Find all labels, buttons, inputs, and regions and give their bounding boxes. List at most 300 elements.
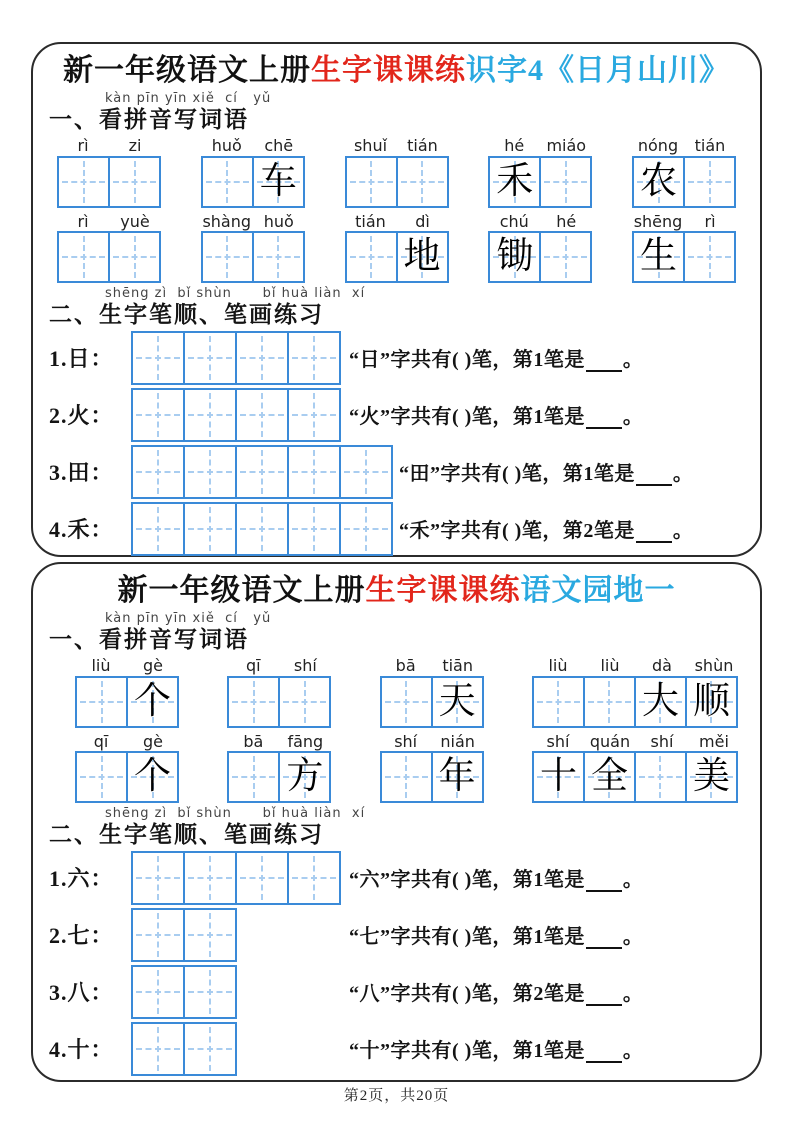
- word-grid: [201, 156, 305, 208]
- question-suffix: 。: [622, 926, 644, 949]
- pinyin-labels: [632, 212, 736, 231]
- written-character: [59, 233, 108, 281]
- word-grid: [488, 156, 592, 208]
- word-grid: [380, 676, 484, 728]
- written-character: [185, 447, 235, 497]
- word-group: [488, 136, 592, 207]
- written-character: [59, 158, 108, 206]
- word-grid-cell: [398, 233, 447, 281]
- pinyin-syllable: shí: [546, 731, 570, 751]
- practice-grid-cell: [237, 504, 289, 554]
- word-group: [201, 136, 305, 207]
- written-character: [77, 753, 126, 801]
- practice-question: [349, 863, 643, 892]
- word-group: [227, 732, 331, 803]
- written-character: 年: [438, 755, 476, 797]
- word-row: [47, 136, 746, 207]
- word-row: [47, 732, 746, 803]
- word-row: [47, 212, 746, 283]
- pinyin-syllable: tiān: [442, 656, 473, 676]
- pinyin-labels: [380, 732, 484, 751]
- practice-item-label: 3.八：: [49, 980, 114, 1006]
- pinyin-labels: [532, 732, 740, 751]
- word-grid-cell: [229, 678, 280, 726]
- word-grid-cell: [433, 753, 482, 801]
- word-row: [47, 656, 746, 727]
- word-grid-cell: [77, 753, 128, 801]
- written-character: [541, 233, 590, 281]
- written-character: 天: [438, 680, 476, 722]
- written-character: [133, 447, 183, 497]
- pinyin-syllable: shuǐ: [353, 136, 388, 156]
- practice-item-label: 4.禾：: [49, 517, 114, 543]
- title-part-red: 生字课课练: [311, 54, 466, 87]
- practice-grid-cell: [185, 447, 237, 497]
- pinyin-syllable: bā: [243, 731, 264, 751]
- written-character: 大: [641, 680, 679, 722]
- word-group: [201, 212, 305, 283]
- written-character: [229, 753, 278, 801]
- part1-heading: 一、看拼音写词语: [49, 626, 249, 652]
- practice-grid-cell: [289, 504, 341, 554]
- word-grid-cell: [490, 158, 541, 206]
- word-grid-cell: [636, 678, 687, 726]
- part2-heading: 二、生字笔顺、笔画练习: [49, 302, 324, 328]
- practice-grid-cell: [289, 390, 339, 440]
- written-character: 生: [640, 235, 677, 277]
- title-part-blue: 识字4《日月山川》: [466, 54, 730, 87]
- pinyin-labels: [201, 212, 305, 231]
- word-group: [532, 656, 740, 727]
- word-grid-cell: [254, 158, 303, 206]
- question-suffix: 。: [672, 463, 694, 486]
- part1-pinyin-caption: kàn pīn yīn xiě cí yǔ: [105, 90, 272, 106]
- pinyin-labels: [75, 732, 179, 751]
- written-character: [289, 333, 339, 383]
- question-text: “六”字共有( )笔，第1笔是: [349, 869, 585, 892]
- pinyin-syllable: shí: [394, 731, 418, 751]
- word-grid-cell: [433, 678, 482, 726]
- pinyin-syllable: yuè: [120, 211, 150, 231]
- pinyin-labels: [57, 212, 161, 231]
- answer-blank: [636, 467, 672, 486]
- pinyin-labels: [201, 136, 305, 155]
- written-character: [133, 504, 183, 554]
- word-grid: [380, 751, 484, 803]
- written-character: [280, 678, 329, 726]
- practice-grid: [131, 908, 237, 962]
- part2-pinyin-caption: shēng zì bǐ shùn bǐ huà liàn xí: [105, 805, 366, 821]
- question-text: “八”字共有( )笔，第2笔是: [349, 983, 585, 1006]
- practice-grid-cell: [185, 910, 235, 960]
- word-grid-cell: [110, 158, 159, 206]
- word-group: [227, 656, 331, 727]
- written-character: [77, 678, 126, 726]
- written-character: [237, 333, 287, 383]
- question-text: “禾”字共有( )笔，第2笔是: [399, 520, 635, 543]
- title-part-black: 新一年级语文上册: [117, 574, 366, 607]
- word-grid-cell: [490, 233, 541, 281]
- practice-question: [349, 920, 643, 949]
- practice-row: [49, 851, 746, 905]
- practice-grid: [131, 388, 341, 442]
- word-group: [632, 136, 736, 207]
- pinyin-syllable: nóng: [637, 136, 679, 156]
- word-grid-cell: [685, 158, 734, 206]
- practice-row: [49, 445, 746, 499]
- pinyin-syllable: liù: [91, 656, 111, 676]
- word-grid: [345, 231, 449, 283]
- written-character: 禾: [496, 160, 534, 202]
- question-text: “日”字共有( )笔，第1笔是: [349, 349, 585, 372]
- pinyin-syllable: tián: [407, 136, 438, 156]
- written-character: [534, 678, 583, 726]
- worksheet-card-1: [31, 42, 762, 557]
- practice-row: [49, 388, 746, 442]
- practice-grid-cell: [133, 1024, 185, 1074]
- pinyin-labels: [380, 656, 484, 675]
- practice-grid-cell: [341, 504, 391, 554]
- pinyin-syllable: rì: [77, 136, 89, 156]
- practice-grid-cell: [185, 1024, 235, 1074]
- written-character: 全: [590, 755, 628, 797]
- written-character: [110, 158, 159, 206]
- written-character: [203, 233, 252, 281]
- question-text: “七”字共有( )笔，第1笔是: [349, 926, 585, 949]
- written-character: [289, 390, 339, 440]
- word-grid: [57, 231, 161, 283]
- practice-grid: [131, 851, 341, 905]
- written-character: [289, 853, 339, 903]
- practice-grid: [131, 445, 393, 499]
- pinyin-syllable: qī: [93, 731, 109, 751]
- word-grid: [75, 676, 179, 728]
- written-character: [237, 504, 287, 554]
- pinyin-syllable: tián: [355, 211, 386, 231]
- written-character: [685, 233, 734, 281]
- pinyin-syllable: nián: [440, 731, 475, 751]
- pinyin-labels: [57, 136, 161, 155]
- word-grid-cell: [59, 158, 110, 206]
- word-group: [380, 732, 484, 803]
- word-grid-cell: [347, 158, 398, 206]
- written-character: [585, 678, 634, 726]
- word-grid-cell: [398, 158, 447, 206]
- practice-question: [349, 343, 643, 372]
- pinyin-syllable: hé: [556, 211, 577, 231]
- word-grid: [75, 751, 179, 803]
- practice-item-label: 4.十：: [49, 1037, 114, 1063]
- part1-pinyin-caption: kàn pīn yīn xiě cí yǔ: [105, 610, 272, 626]
- word-grid: [201, 231, 305, 283]
- practice-row: [49, 965, 746, 1019]
- pinyin-labels: [488, 136, 592, 155]
- practice-item-label: 2.七：: [49, 923, 114, 949]
- pinyin-syllable: zi: [128, 136, 142, 156]
- word-group: [345, 136, 449, 207]
- pinyin-syllable: shí: [293, 656, 317, 676]
- written-character: [185, 390, 235, 440]
- pinyin-syllable: liù: [548, 656, 568, 676]
- word-grid-cell: [110, 233, 159, 281]
- written-character: [636, 753, 685, 801]
- practice-grid-cell: [133, 504, 185, 554]
- practice-row: [49, 502, 746, 556]
- pinyin-syllable: huǒ: [263, 211, 294, 231]
- pinyin-syllable: bā: [395, 656, 416, 676]
- written-character: [541, 158, 590, 206]
- written-character: [133, 333, 183, 383]
- pinyin-syllable: měi: [699, 731, 729, 751]
- practice-item-label: 1.六：: [49, 866, 114, 892]
- practice-grid-cell: [237, 447, 289, 497]
- word-grid: [57, 156, 161, 208]
- practice-grid: [131, 502, 393, 556]
- word-grid: [532, 676, 738, 728]
- practice-item-label: 2.火：: [49, 403, 114, 429]
- practice-grid-cell: [237, 333, 289, 383]
- pinyin-labels: [227, 656, 331, 675]
- written-character: [685, 158, 734, 206]
- answer-blank: [586, 410, 622, 429]
- word-grid-cell: [534, 678, 585, 726]
- word-grid-cell: [585, 753, 636, 801]
- word-group: [75, 732, 179, 803]
- pinyin-syllable: gè: [143, 731, 163, 751]
- worksheet-title: [47, 54, 746, 89]
- word-group: [57, 136, 161, 207]
- practice-grid-cell: [289, 447, 341, 497]
- written-character: [341, 447, 391, 497]
- word-group: [488, 212, 592, 283]
- word-grid-cell: [585, 678, 636, 726]
- practice-grid-cell: [133, 853, 185, 903]
- written-character: [237, 390, 287, 440]
- practice-grid: [131, 1022, 237, 1076]
- word-grid-cell: [128, 678, 177, 726]
- practice-grid-cell: [133, 447, 185, 497]
- title-part-blue: 语文园地一: [520, 574, 676, 607]
- practice-question: [399, 514, 693, 543]
- answer-blank: [586, 1044, 622, 1063]
- practice-grid-cell: [341, 447, 391, 497]
- page-footer: 第2页，共20页: [343, 1088, 450, 1104]
- written-character: [185, 910, 235, 960]
- word-grid: [227, 751, 331, 803]
- written-character: [185, 853, 235, 903]
- word-grid-cell: [59, 233, 110, 281]
- written-character: 个: [134, 755, 171, 797]
- pinyin-syllable: rì: [704, 211, 716, 231]
- practice-row: [49, 908, 746, 962]
- pinyin-syllable: dà: [652, 656, 672, 676]
- pinyin-syllable: tián: [694, 136, 726, 156]
- word-grid-cell: [634, 233, 685, 281]
- written-character: [133, 390, 183, 440]
- pinyin-syllable: qī: [246, 656, 261, 676]
- practice-grid-cell: [289, 333, 339, 383]
- practice-question: [399, 457, 693, 486]
- written-character: [347, 158, 396, 206]
- written-character: [229, 678, 278, 726]
- pinyin-syllable: quán: [589, 731, 631, 751]
- written-character: [347, 233, 396, 281]
- pinyin-labels: [227, 732, 331, 751]
- answer-blank: [586, 873, 622, 892]
- practice-row: [49, 331, 746, 385]
- word-grid: [488, 231, 592, 283]
- written-character: [203, 158, 252, 206]
- word-group: [380, 656, 484, 727]
- word-group: [75, 656, 179, 727]
- written-character: 美: [692, 755, 730, 797]
- pinyin-labels: [345, 212, 449, 231]
- practice-grid-cell: [185, 853, 237, 903]
- written-character: 方: [286, 755, 324, 797]
- written-character: 个: [134, 680, 171, 722]
- practice-grid-cell: [133, 967, 185, 1017]
- written-character: [398, 158, 447, 206]
- word-grid-cell: [203, 158, 254, 206]
- written-character: [185, 333, 235, 383]
- part1-heading: 一、看拼音写词语: [49, 106, 249, 132]
- word-grid-cell: [636, 753, 687, 801]
- pinyin-labels: [345, 136, 449, 155]
- practice-grid-cell: [133, 910, 185, 960]
- practice-grid: [131, 331, 341, 385]
- question-suffix: 。: [622, 349, 644, 372]
- word-group: [345, 212, 449, 283]
- written-character: [382, 753, 431, 801]
- word-grid-cell: [128, 753, 177, 801]
- practice-grid-cell: [237, 853, 289, 903]
- written-character: [237, 447, 287, 497]
- answer-blank: [636, 524, 672, 543]
- title-part-black: 新一年级语文上册: [63, 54, 311, 87]
- word-grid-cell: [203, 233, 254, 281]
- pinyin-syllable: liù: [600, 656, 620, 676]
- question-text: “火”字共有( )笔，第1笔是: [349, 406, 585, 429]
- part2-heading: 二、生字笔顺、笔画练习: [49, 822, 324, 848]
- practice-grid-cell: [185, 504, 237, 554]
- written-character: 车: [259, 160, 297, 202]
- word-grid-cell: [229, 753, 280, 801]
- question-suffix: 。: [622, 1040, 644, 1063]
- pinyin-syllable: chē: [264, 136, 294, 156]
- written-character: 顺: [692, 680, 730, 722]
- practice-item-label: 1.日：: [49, 346, 114, 372]
- pinyin-labels: [632, 136, 736, 155]
- word-grid-cell: [687, 753, 736, 801]
- pinyin-syllable: huǒ: [211, 136, 242, 156]
- practice-grid: [131, 965, 237, 1019]
- pinyin-syllable: dì: [415, 211, 430, 231]
- practice-grid-cell: [185, 390, 237, 440]
- word-grid-cell: [687, 678, 736, 726]
- word-grid-cell: [534, 753, 585, 801]
- practice-question: [349, 977, 643, 1006]
- pinyin-syllable: gè: [143, 656, 163, 676]
- practice-grid-cell: [185, 333, 237, 383]
- written-character: [185, 504, 235, 554]
- practice-grid-cell: [185, 967, 235, 1017]
- question-text: “田”字共有( )笔，第1笔是: [399, 463, 635, 486]
- written-character: 地: [403, 235, 441, 277]
- word-grid: [345, 156, 449, 208]
- practice-question: [349, 400, 643, 429]
- word-grid-cell: [634, 158, 685, 206]
- pinyin-syllable: fāng: [287, 731, 324, 751]
- word-grid: [632, 231, 736, 283]
- word-grid-cell: [541, 158, 590, 206]
- written-character: [133, 1024, 183, 1074]
- pinyin-syllable: chú: [499, 211, 529, 231]
- answer-blank: [586, 987, 622, 1006]
- pinyin-syllable: shùn: [694, 656, 734, 676]
- written-character: [185, 967, 235, 1017]
- word-group: [632, 212, 736, 283]
- written-character: [382, 678, 431, 726]
- word-grid-cell: [685, 233, 734, 281]
- word-grid-cell: [280, 678, 329, 726]
- word-group: [57, 212, 161, 283]
- worksheet-title: [47, 574, 746, 609]
- written-character: 十: [539, 755, 577, 797]
- written-character: [237, 853, 287, 903]
- practice-grid-cell: [133, 333, 185, 383]
- pinyin-syllable: hé: [504, 136, 525, 156]
- practice-item-label: 3.田：: [49, 460, 114, 486]
- practice-grid-cell: [237, 390, 289, 440]
- written-character: [133, 967, 183, 1017]
- practice-grid-cell: [133, 390, 185, 440]
- practice-row: [49, 1022, 746, 1076]
- pinyin-syllable: shàng: [202, 211, 252, 231]
- word-grid-cell: [347, 233, 398, 281]
- word-grid: [227, 676, 331, 728]
- question-suffix: 。: [622, 983, 644, 1006]
- practice-grid-cell: [289, 853, 339, 903]
- written-character: [133, 910, 183, 960]
- title-part-red: 生字课课练: [365, 574, 521, 607]
- pinyin-labels: [75, 656, 179, 675]
- written-character: [133, 853, 183, 903]
- written-character: 锄: [496, 235, 534, 277]
- pinyin-syllable: shí: [650, 731, 674, 751]
- written-character: [185, 1024, 235, 1074]
- question-suffix: 。: [622, 406, 644, 429]
- written-character: [341, 504, 391, 554]
- word-group: [532, 732, 740, 803]
- pinyin-labels: [532, 656, 740, 675]
- answer-blank: [586, 353, 622, 372]
- question-suffix: 。: [672, 520, 694, 543]
- written-character: [110, 233, 159, 281]
- word-grid: [632, 156, 736, 208]
- word-grid-cell: [382, 678, 433, 726]
- word-grid-cell: [280, 753, 329, 801]
- pinyin-syllable: rì: [77, 211, 89, 231]
- word-grid: [532, 751, 738, 803]
- word-grid-cell: [77, 678, 128, 726]
- written-character: 农: [640, 160, 677, 202]
- written-character: [289, 447, 339, 497]
- word-grid-cell: [382, 753, 433, 801]
- question-suffix: 。: [622, 869, 644, 892]
- pinyin-syllable: miáo: [546, 136, 587, 156]
- question-text: “十”字共有( )笔，第1笔是: [349, 1040, 585, 1063]
- part2-pinyin-caption: shēng zì bǐ shùn bǐ huà liàn xí: [105, 285, 366, 301]
